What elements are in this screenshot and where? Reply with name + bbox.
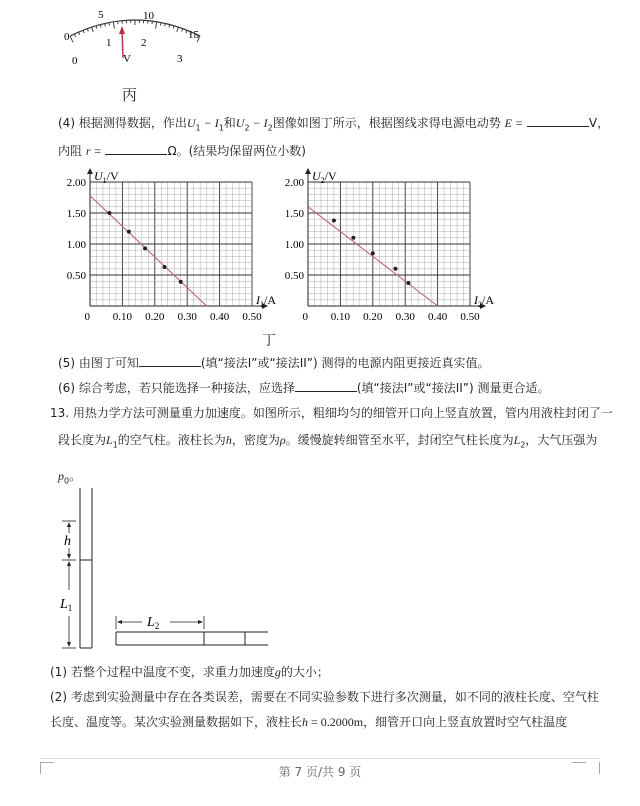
dial-tick <box>182 29 183 32</box>
x-tick-label: 0.40 <box>209 311 230 323</box>
dial-tick <box>83 30 84 33</box>
y-tick-label: 1.00 <box>66 239 86 251</box>
q6-blank[interactable] <box>295 391 357 392</box>
q13-line1: 13. 用热力学方法可测量重力加速度。如图所示，粗细均匀的细管开口向上竖直放置，管内用液柱封闭了一 <box>50 406 613 420</box>
y-tick-label: 1.50 <box>66 208 86 220</box>
footer-divider <box>40 758 600 759</box>
tube-diagram <box>50 488 280 656</box>
label-h: h <box>64 534 71 549</box>
resistance-blank[interactable] <box>105 154 167 155</box>
dial-tick <box>160 23 161 26</box>
x-tick-label: 0.40 <box>427 311 448 323</box>
dial-tick <box>186 30 187 33</box>
y-tick-label: 1.50 <box>284 208 304 220</box>
x-tick-label: 0.50 <box>460 311 480 323</box>
y-tick-label: 2.00 <box>284 177 304 189</box>
x-tick-label: 0.10 <box>112 311 133 323</box>
dial-top-0: 0 <box>64 31 70 43</box>
data-point <box>371 251 375 255</box>
x-tick-label: 0.10 <box>330 311 351 323</box>
page-number: 第 7 页/共 9 页 <box>278 765 362 779</box>
q5: (5) 由图丁可知 (填“接法I”或“接法II”) 测得的电源内阻更接近真实值。 <box>58 356 490 370</box>
data-point <box>107 211 111 215</box>
label-L1: $L_1$ <box>60 597 73 613</box>
data-point <box>143 246 147 250</box>
graph-u2-i2 <box>276 160 506 325</box>
graph-u1-i1 <box>56 160 276 325</box>
dial-tick <box>177 27 179 32</box>
q13-line3: $p_0$。 <box>58 469 82 486</box>
data-point <box>332 218 336 222</box>
dial-bottom-3: 3 <box>177 53 183 65</box>
x-axis-label: $I_1/A$ <box>256 293 276 309</box>
data-point <box>179 280 183 284</box>
y-tick-label: 1.00 <box>284 239 304 251</box>
sub2-line2: 长度、温度等。某次实验测量数据如下，液柱长h = 0.2000m，细管开口向上竖直放置时空气柱温度 <box>50 715 568 729</box>
dial-tick <box>156 22 157 29</box>
y-axis-label: $U_1/V$ <box>94 169 119 185</box>
dial-bottom-2: 2 <box>141 37 147 49</box>
dial-tick <box>109 23 110 26</box>
pointer-arrow <box>119 26 125 34</box>
sub1: (1) 若整个过程中温度不变，求重力加速度g的大小； <box>50 665 329 679</box>
y-axis-label: $U_2/V$ <box>312 169 337 185</box>
dial-bottom-1: 1 <box>106 37 112 49</box>
x-tick-label: 0.20 <box>145 311 165 323</box>
dial-ticks <box>70 20 200 42</box>
voltmeter-dial <box>50 0 220 82</box>
x-tick-label: 0.20 <box>363 311 383 323</box>
x-axis-label: $I_2/A$ <box>474 293 494 309</box>
sub2-line1: (2) 考虑到实验测量中存在各类误差，需要在不同实验参数下进行多次测量，如不同的液柱长度、空气柱 <box>50 690 599 704</box>
q5-blank[interactable] <box>139 366 201 367</box>
x-tick-label: 0 <box>302 311 308 323</box>
y-tick-label: 0.50 <box>66 270 86 282</box>
y-axis-arrow <box>87 168 93 174</box>
y-axis-arrow <box>305 168 311 174</box>
data-point <box>163 265 167 269</box>
dial-top-10: 10 <box>143 10 154 22</box>
emf-blank[interactable] <box>527 126 589 127</box>
x-tick-label: 0 <box>84 311 90 323</box>
dial-bottom-0: 0 <box>72 55 78 67</box>
dial-tick <box>173 26 174 29</box>
y-tick-label: 0.50 <box>284 270 304 282</box>
q6: (6) 综合考虑，若只能选择一种接法，应选择 (填“接法I”或“接法II”) 测量更合适。 <box>58 381 550 395</box>
data-point <box>127 230 131 234</box>
y-tick-label: 2.00 <box>66 177 86 189</box>
data-point <box>393 267 397 271</box>
x-tick-label: 0.30 <box>177 311 197 323</box>
q4-line1: (4) 根据测得数据，作出$U_1 - I_1$和$U_2 - I_2$图像如图丁所示，根据图线求得电源电动势 E = V， <box>58 116 610 133</box>
meter-caption: 丙 <box>122 88 138 104</box>
dial-tick <box>113 22 114 29</box>
dial-tick <box>74 34 75 37</box>
dial-top-15: 15 <box>188 29 199 41</box>
x-tick-label: 0.30 <box>395 311 415 323</box>
dial-tick <box>92 27 94 32</box>
dial-top-5: 5 <box>98 9 104 21</box>
label-L2: $L_2$ <box>147 615 160 631</box>
x-tick-label: 0.50 <box>242 311 262 323</box>
data-point <box>351 236 355 240</box>
q13-line2: 段长度为$L_1$的空气柱。液柱长为h，密度为ρ。缓慢旋转细管至水平，封闭空气柱长度为$L_2$，大气压强为 <box>58 433 598 450</box>
data-point <box>406 281 410 285</box>
dial-unit: V <box>123 53 131 65</box>
dial-tick <box>70 36 73 42</box>
q4-line2: 内阻 r = Ω。(结果均保留两位小数) <box>58 144 306 158</box>
figure-caption: 丁 <box>262 334 276 349</box>
dial-tick <box>79 32 80 35</box>
dial-tick <box>87 29 88 32</box>
dial-tick <box>96 26 97 29</box>
